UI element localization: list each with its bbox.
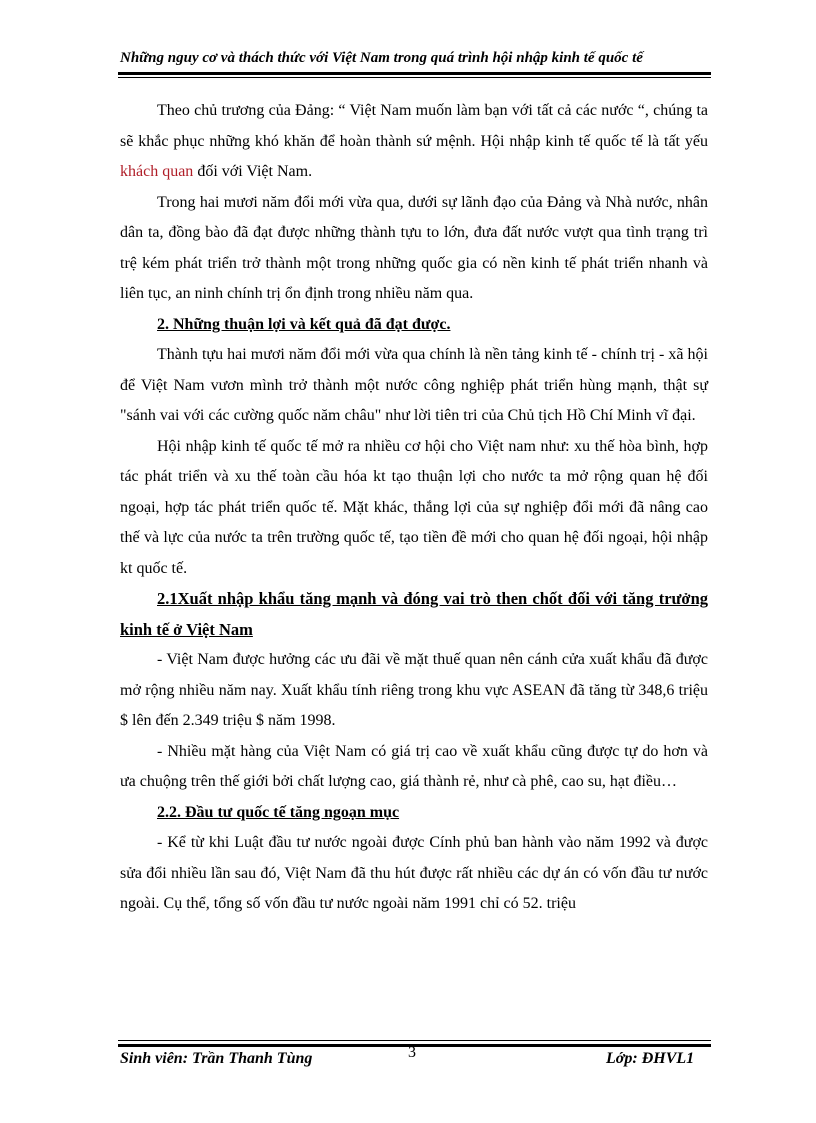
footer-student-name: Sinh viên: Trần Thanh Tùng bbox=[120, 1050, 313, 1067]
paragraph-intro bbox=[120, 96, 708, 188]
footer-rule-thin bbox=[118, 1040, 711, 1041]
paragraph-xuat-khau-2: - Nhiều mặt hàng của Việt Nam có giá trị cao về xuất khẩu cũng được tự do hơn và ưa chuộng trên thế giới bởi chất lượng cao, giá thành rẻ, như cà phê, cao su, hạt điều… bbox=[120, 742, 708, 790]
paragraph-intro-text: Theo chủ trương của Đảng: “ Việt Nam muốn làm bạn với tất cả các nước “, chúng ta sẽ khắc phục những khó khăn để hoàn thành sứ mệnh. Hội nhập kinh tế quốc tế là tất yếu bbox=[120, 102, 708, 150]
paragraph-thanh-tuu: Thành tựu hai mươi năm đổi mới vừa qua chính là nền tảng kinh tế - chính trị - xã hội để Việt Nam vươn mình trở thành một nước công nghiệp phát triển hùng mạnh, thật sự "sánh vai với các cường quốc năm châu" như lời tiên tri của Chủ tịch Hồ Chí Minh vĩ đại. bbox=[120, 346, 708, 424]
page-header-title: Những nguy cơ và thách thức với Việt Nam trong quá trình hội nhập kinh tế quốc tế bbox=[120, 50, 643, 66]
header-rule-thick bbox=[118, 72, 711, 75]
section-heading-2-2 bbox=[120, 798, 708, 829]
header-rule-thin bbox=[118, 77, 711, 78]
document-body bbox=[120, 96, 708, 920]
section-heading-2-1 bbox=[120, 584, 708, 645]
khach-quan-link[interactable]: khách quan bbox=[120, 163, 194, 180]
paragraph-dau-tu: - Kể từ khi Luật đầu tư nước ngoài được Cính phủ ban hành vào năm 1992 và được sửa đổi nhiều lần sau đó, Việt Nam đã thu hút được rất nhiều các dự án có vốn đầu tư nước ngoài. Cụ thể, tổng số vốn đầu tư nước ngoài năm 1991 chỉ có 52. triệu bbox=[120, 834, 708, 912]
section-heading-2-2-text: 2.2. Đầu tư quốc tế tăng ngoạn mục bbox=[157, 803, 400, 821]
paragraph-intro-end: đối với Việt Nam. bbox=[193, 163, 313, 180]
paragraph-hoi-nhap: Hội nhập kinh tế quốc tế mở ra nhiều cơ hội cho Việt nam như: xu thế hòa bình, hợp tác phát triển và xu thế toàn cầu hóa kt tạo thuận lợi cho nước ta mở rộng quan hệ đối ngoại, hợp tác phát triển quốc tế. Mặt khác, thắng lợi của sự nghiệp đổi mới đã nâng cao thế và lực của nước ta trên trường quốc tế, tạo tiền đề mới cho quan hệ đối ngoại, hội nhập kt quốc tế. bbox=[120, 437, 708, 577]
section-heading-2-1-text: 2.1Xuất nhập khẩu tăng mạnh và đóng vai trò then chốt đối với tăng trưởng kinh tế ở Việt Nam bbox=[120, 589, 708, 639]
page-number: 3 bbox=[408, 1044, 416, 1061]
paragraph-xuat-khau-1: - Việt Nam được hưởng các ưu đãi về mặt thuế quan nên cánh cửa xuất khẩu đã được mở rộng nhiều năm nay. Xuất khẩu tính riêng trong khu vực ASEAN đã tăng từ 348,6 triệu $ lên đến 2.349 triệu $ năm 1998. bbox=[120, 651, 708, 729]
paragraph-doi-moi: Trong hai mươi năm đổi mới vừa qua, dưới sự lãnh đạo của Đảng và Nhà nước, nhân dân ta, đồng bào đã đạt được những thành tựu to lớn, đưa đất nước vượt qua tình trạng trì trệ kém phát triển trở thành một trong những quốc gia có nền kinh tế phát triển nhanh và liên tục, an ninh chính trị ổn định trong nhiều năm qua. bbox=[120, 193, 708, 302]
section-heading-2 bbox=[120, 310, 708, 341]
footer-class: Lớp: ĐHVL1 bbox=[606, 1050, 695, 1067]
section-heading-2-text: 2. Những thuận lợi và kết quả đã đạt được. bbox=[157, 315, 451, 333]
